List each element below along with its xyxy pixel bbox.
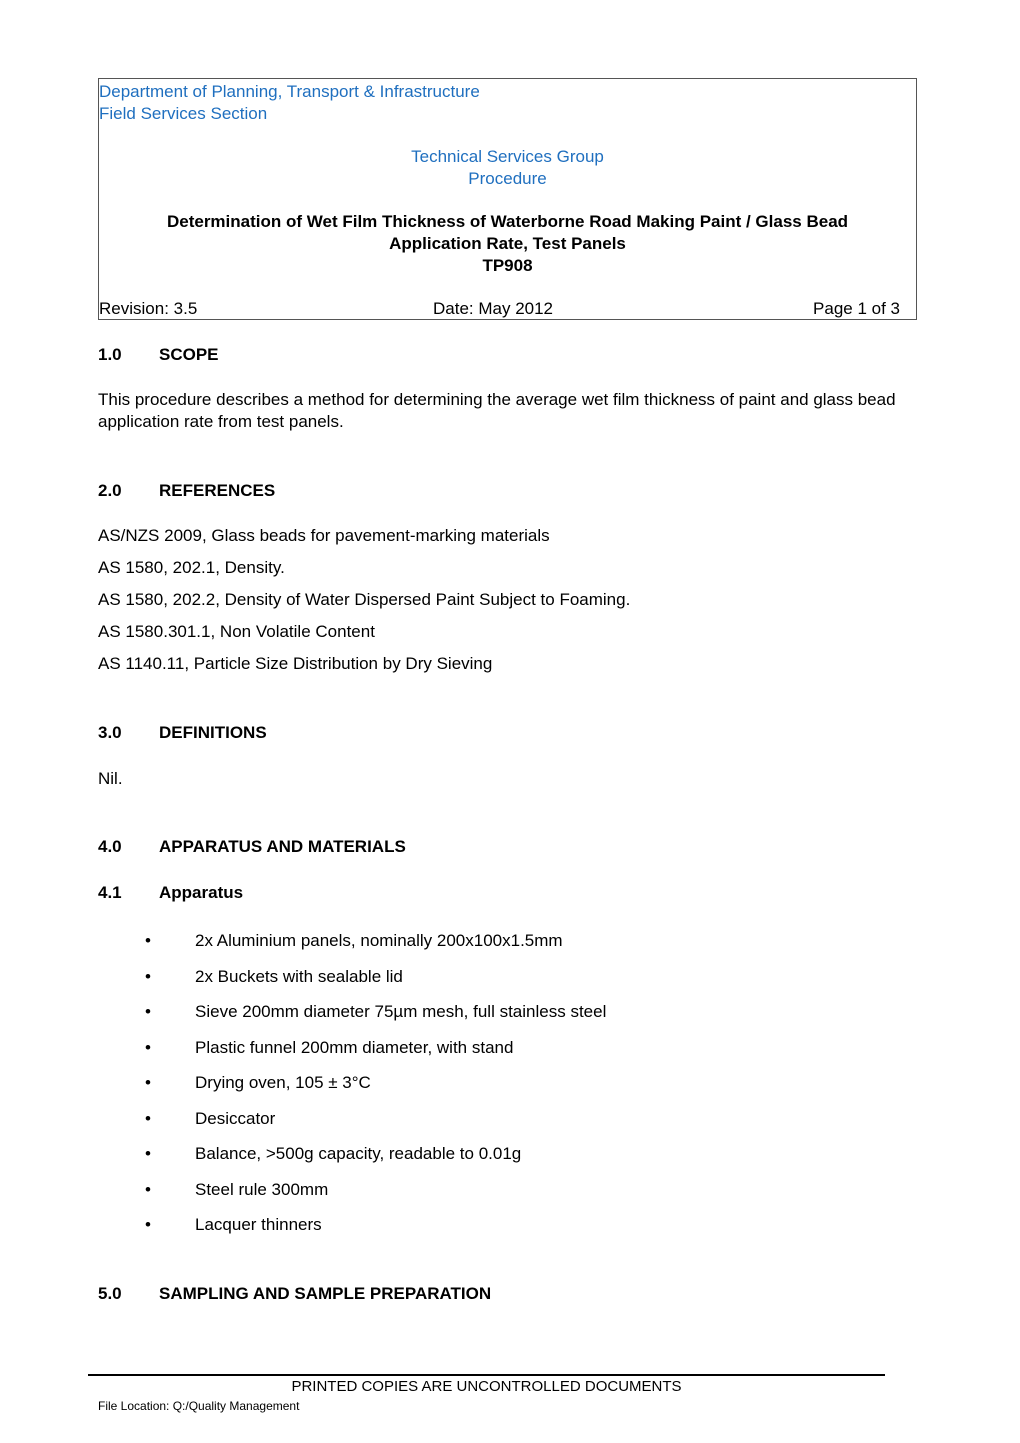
page-number: Page 1 of 3 [813, 299, 900, 318]
section-title: DEFINITIONS [159, 723, 267, 742]
list-item [98, 1108, 606, 1144]
document-type: Procedure [468, 169, 547, 188]
section-number: 2.0 [98, 481, 122, 500]
scope-text: This procedure describes a method for determining the average wet film thickness of paint and glass bead application rate from test panels. [98, 390, 896, 431]
bullet-icon: • [145, 1037, 151, 1057]
list-item [98, 1214, 606, 1250]
bullet-icon: • [145, 966, 151, 986]
reference-item: AS 1580, 202.2, Density of Water Dispersed Paint Subject to Foaming. [98, 590, 631, 609]
header-box [98, 78, 917, 320]
list-item [98, 1001, 606, 1037]
file-location: File Location: Q:/Quality Management [98, 1399, 300, 1413]
bullet-icon: • [145, 1002, 151, 1021]
reference-item: AS/NZS 2009, Glass beads for pavement-marking materials [98, 526, 550, 545]
uncontrolled-notice: PRINTED COPIES ARE UNCONTROLLED DOCUMENTS [291, 1378, 682, 1395]
list-item-text: Desiccator [195, 1108, 276, 1128]
document-title-line1: Determination of Wet Film Thickness of Waterborne Road Making Paint / Glass Bead [166, 212, 849, 231]
section-title: SCOPE [159, 345, 219, 364]
section-name: Field Services Section [99, 104, 268, 123]
bullet-icon: • [145, 1215, 151, 1234]
list-item-text: Lacquer thinners [195, 1215, 322, 1234]
section-title: Apparatus [159, 883, 244, 902]
list-item [98, 1179, 606, 1215]
section-number: 5.0 [98, 1284, 122, 1303]
list-item [98, 1037, 606, 1073]
section-title: SAMPLING AND SAMPLE PREPARATION [159, 1284, 492, 1303]
revision: Revision: 3.5 [99, 299, 198, 318]
definitions-text: Nil. [98, 769, 123, 788]
list-item-text: Balance, >500g capacity, readable to 0.01g [195, 1144, 522, 1163]
list-item-text: Plastic funnel 200mm diameter, with stand [195, 1037, 514, 1057]
reference-item: AS 1580.301.1, Non Volatile Content [98, 622, 375, 641]
group-name: Technical Services Group [411, 147, 604, 166]
document-title-line2: Application Rate, Test Panels [389, 234, 626, 253]
list-item-text: Steel rule 300mm [195, 1179, 329, 1199]
bullet-icon: • [145, 1073, 151, 1092]
section-title: APPARATUS AND MATERIALS [159, 837, 406, 856]
list-item-text: Sieve 200mm diameter 75µm mesh, full stainless steel [195, 1002, 607, 1021]
list-item [98, 930, 606, 966]
bullet-icon: • [145, 931, 151, 950]
bullet-icon: • [145, 1108, 151, 1128]
reference-item: AS 1140.11, Particle Size Distribution by Dry Sieving [98, 654, 493, 673]
document-code: TP908 [482, 256, 533, 275]
section-heading-definitions [98, 722, 267, 744]
list-item-text: 2x Buckets with sealable lid [195, 966, 403, 986]
reference-item: AS 1580, 202.1, Density. [98, 558, 285, 577]
list-item-text: Drying oven, 105 ± 3°C [195, 1073, 371, 1092]
apparatus-list [98, 930, 606, 1250]
section-title: REFERENCES [159, 481, 276, 500]
section-number: 4.0 [98, 837, 122, 856]
section-heading-apparatus-materials [98, 836, 406, 858]
section-number: 1.0 [98, 345, 122, 364]
section-heading-scope [98, 344, 219, 366]
section-heading-sampling [98, 1283, 491, 1305]
section-heading-references [98, 480, 275, 502]
subsection-heading-apparatus [98, 882, 243, 904]
department-name: Department of Planning, Transport & Infrastructure [99, 82, 480, 101]
bullet-icon: • [145, 1179, 151, 1199]
date: Date: May 2012 [433, 299, 554, 318]
list-item [98, 1143, 606, 1179]
footer-divider [88, 1374, 885, 1376]
bullet-icon: • [145, 1144, 151, 1163]
list-item-text: 2x Aluminium panels, nominally 200x100x1.5mm [195, 931, 563, 950]
list-item [98, 966, 606, 1002]
section-number: 3.0 [98, 723, 122, 742]
section-number: 4.1 [98, 883, 122, 902]
list-item [98, 1072, 606, 1108]
